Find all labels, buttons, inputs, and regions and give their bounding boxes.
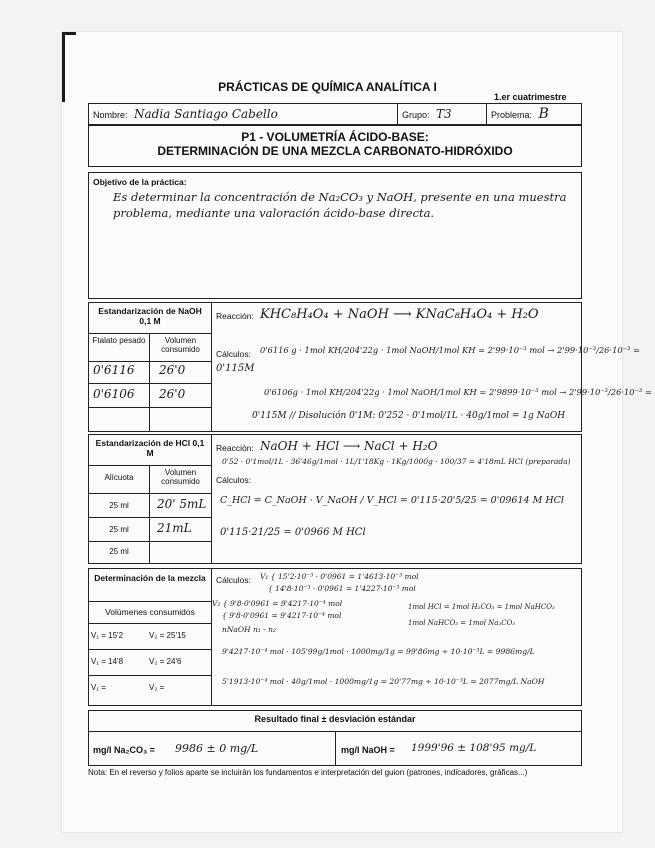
hcl-calc1: C_HCl = C_NaOH · V_NaOH / V_HCl = 0'115·20'5/25 = 0'09614 M HCl [220,495,564,506]
hcl-row1-volume: 20' 5mL [157,497,207,511]
mixture-section [88,568,582,706]
mixture-row1-v2: V₂ = 25'15 [149,631,186,640]
mixture-c9: 5'1913·10⁻⁴ mol · 40g/1mol · 1000mg/1g = 20'77mg ÷ 10·10⁻³L = 2077mg/L NaOH [222,677,545,686]
objective-label: Objetivo de la práctica: [93,177,187,187]
hcl-table [89,435,212,563]
naoh-row1-mass: 0'6116 [93,363,135,377]
naoh-heading: Estandarización de NaOH 0,1 M [98,306,202,326]
practice-title-box [88,125,582,167]
naoh-reaction-label: Reacción: [216,311,254,321]
mixture-c2: { 14'8·10⁻³ · 0'0961 = 1'4227·10⁻³ mol [268,584,416,593]
naoh-calc2: 0'6106g · 1mol KH/204'22g · 1mol NaOH/1mol KH = 2'9899·10⁻³ mol → 2'99·10⁻³/26·10⁻³ = [264,387,652,397]
naoh-row2-mass: 0'6106 [93,387,135,401]
naoh-col-volumen: Volumen consumido [161,336,200,354]
group-label: Grupo: [402,110,430,120]
hcl-calc-pre: 0'52 · 0'1mol/1L · 36'46g/1mol · 1L/1'18Kg · 1Kg/1000g · 100/37 = 4'18mL HCl (preparada) [222,457,571,466]
hcl-reaction-label: Reacción: [216,443,254,453]
naoh-standardization-section [88,302,652,432]
mixture-c6: 1mol HCl = 1mol H₂CO₃ = 1mol NaHCO₃ [408,603,555,611]
mixture-c5: nNaOH n₁ - n₂ [222,625,276,634]
problem-value: B [538,106,549,122]
mixture-c4: { 9'8·0'0961 = 9'4217·10⁻⁴ mol [222,611,342,620]
hcl-row2-volume: 21mL [157,521,192,535]
result-title: Resultado final ± desviación estándar [254,714,416,724]
result-naoh-value: 1999'96 ± 108'95 mg/L [411,742,537,754]
practice-title-line2: DETERMINACIÓN DE UNA MEZCLA CARBONATO-HIDRÓXIDO [157,144,513,158]
objective-text: Es determinar la concentración de Na₂CO₃ y NaOH, presente en una muestra problema, mediante una valoración ácido-base directa. [113,190,567,220]
naoh-reaction: KHC₈H₄O₄ + NaOH ⟶ KNaC₈H₄O₄ + H₂O [260,307,539,322]
hcl-row2-aliquot: 25 ml [109,525,129,534]
objective-box [88,172,582,299]
result-na2co3-label: mg/l Na₂CO₃ = [93,745,155,755]
mixture-table [89,569,212,705]
hcl-col-volumen: Volumen consumido [161,468,200,486]
mixture-row3-v1: V₁ = [91,683,106,692]
mixture-heading: Determinación de la mezcla [94,573,206,583]
problem-cell [487,104,582,125]
problem-label: Problema: [491,110,533,120]
name-cell [89,104,398,125]
mixture-row3-v2: V₂ = [149,683,165,692]
naoh-calc1-result: 0'115M [216,363,255,374]
practice-title-line1: P1 - VOLUMETRÍA ÁCIDO-BASE: [241,130,429,144]
group-value: T3 [436,107,452,121]
naoh-calc-label: Cálculos: [216,349,251,359]
hcl-heading: Estandarización de HCl 0,1 M [95,438,205,458]
mixture-row2-v1: V₁ = 14'8 [91,657,124,666]
hcl-row3-aliquot: 25 ml [109,547,129,556]
mixture-c8: 9'4217·10⁻⁴ mol · 105'99g/1mol · 1000mg/1g = 99'86mg ÷ 10·10⁻³L = 9986mg/L [222,647,535,656]
term-label: 1.er cuatrimestre [494,92,567,102]
mixture-volumes-label: Volúmenes consumidos [105,607,195,617]
scan-edge-mark-top [62,32,76,35]
hcl-row1-aliquot: 25 ml [109,501,129,510]
mixture-c7: 1mol NaHCO₃ = 1mol Na₂CO₃ [408,619,516,627]
mixture-work-area [212,569,581,705]
mixture-calc-label: Cálculos: [216,575,251,585]
header-row [88,103,582,125]
naoh-calc1: 0'6116 g · 1mol KH/204'22g · 1mol NaOH/1mol KH = 2'99·10⁻³ mol → 2'99·10⁻³/26·10⁻³ = [260,345,640,355]
name-value: Nadia Santiago Cabello [134,107,278,121]
hcl-reaction: NaOH + HCl ⟶ NaCl + H₂O [260,439,438,453]
naoh-row1-volume: 26'0 [159,363,186,377]
footer-note: Nota: En el reverso y folios aparte se incluirán los fundamentos e interpretación del guion (patrones, indicadores, gráficas...) [88,768,528,777]
hcl-col-alicuota: Alícuota [104,473,134,482]
group-cell [398,104,487,125]
result-box [88,710,582,766]
hcl-standardization-section [88,434,582,564]
naoh-calc3: 0'115M // Disolución 0'1M: 0'252 · 0'1mol/1L · 40g/1mol = 1g NaOH [252,411,566,421]
mixture-row2-v2: V₂ = 24'6 [149,657,182,666]
hcl-calc2: 0'115·21/25 = 0'0966 M HCl [220,527,366,538]
result-naoh-label: mg/l NaOH = [341,745,395,755]
naoh-row2-volume: 26'0 [159,387,186,401]
result-na2co3-value: 9986 ± 0 mg/L [175,742,259,755]
name-label: Nombre: [93,110,128,120]
hcl-work-area [212,435,581,563]
naoh-table [89,303,212,431]
mixture-c1: V₁ { 15'2·10⁻³ · 0'0961 = 1'4613·10⁻³ mol [260,572,419,581]
hcl-calc-label: Cálculos: [216,475,251,485]
sheet-title: PRÁCTICAS DE QUÍMICA ANALÍTICA I [218,80,437,94]
mixture-row1-v1: V₁ = 15'2 [91,631,124,640]
naoh-col-ftalato: Ftalato pesado [92,336,146,345]
naoh-work-area [212,303,652,431]
mixture-c3: V₂ { 9'8·0'0961 = 9'4217·10⁻⁴ mol [212,599,343,608]
